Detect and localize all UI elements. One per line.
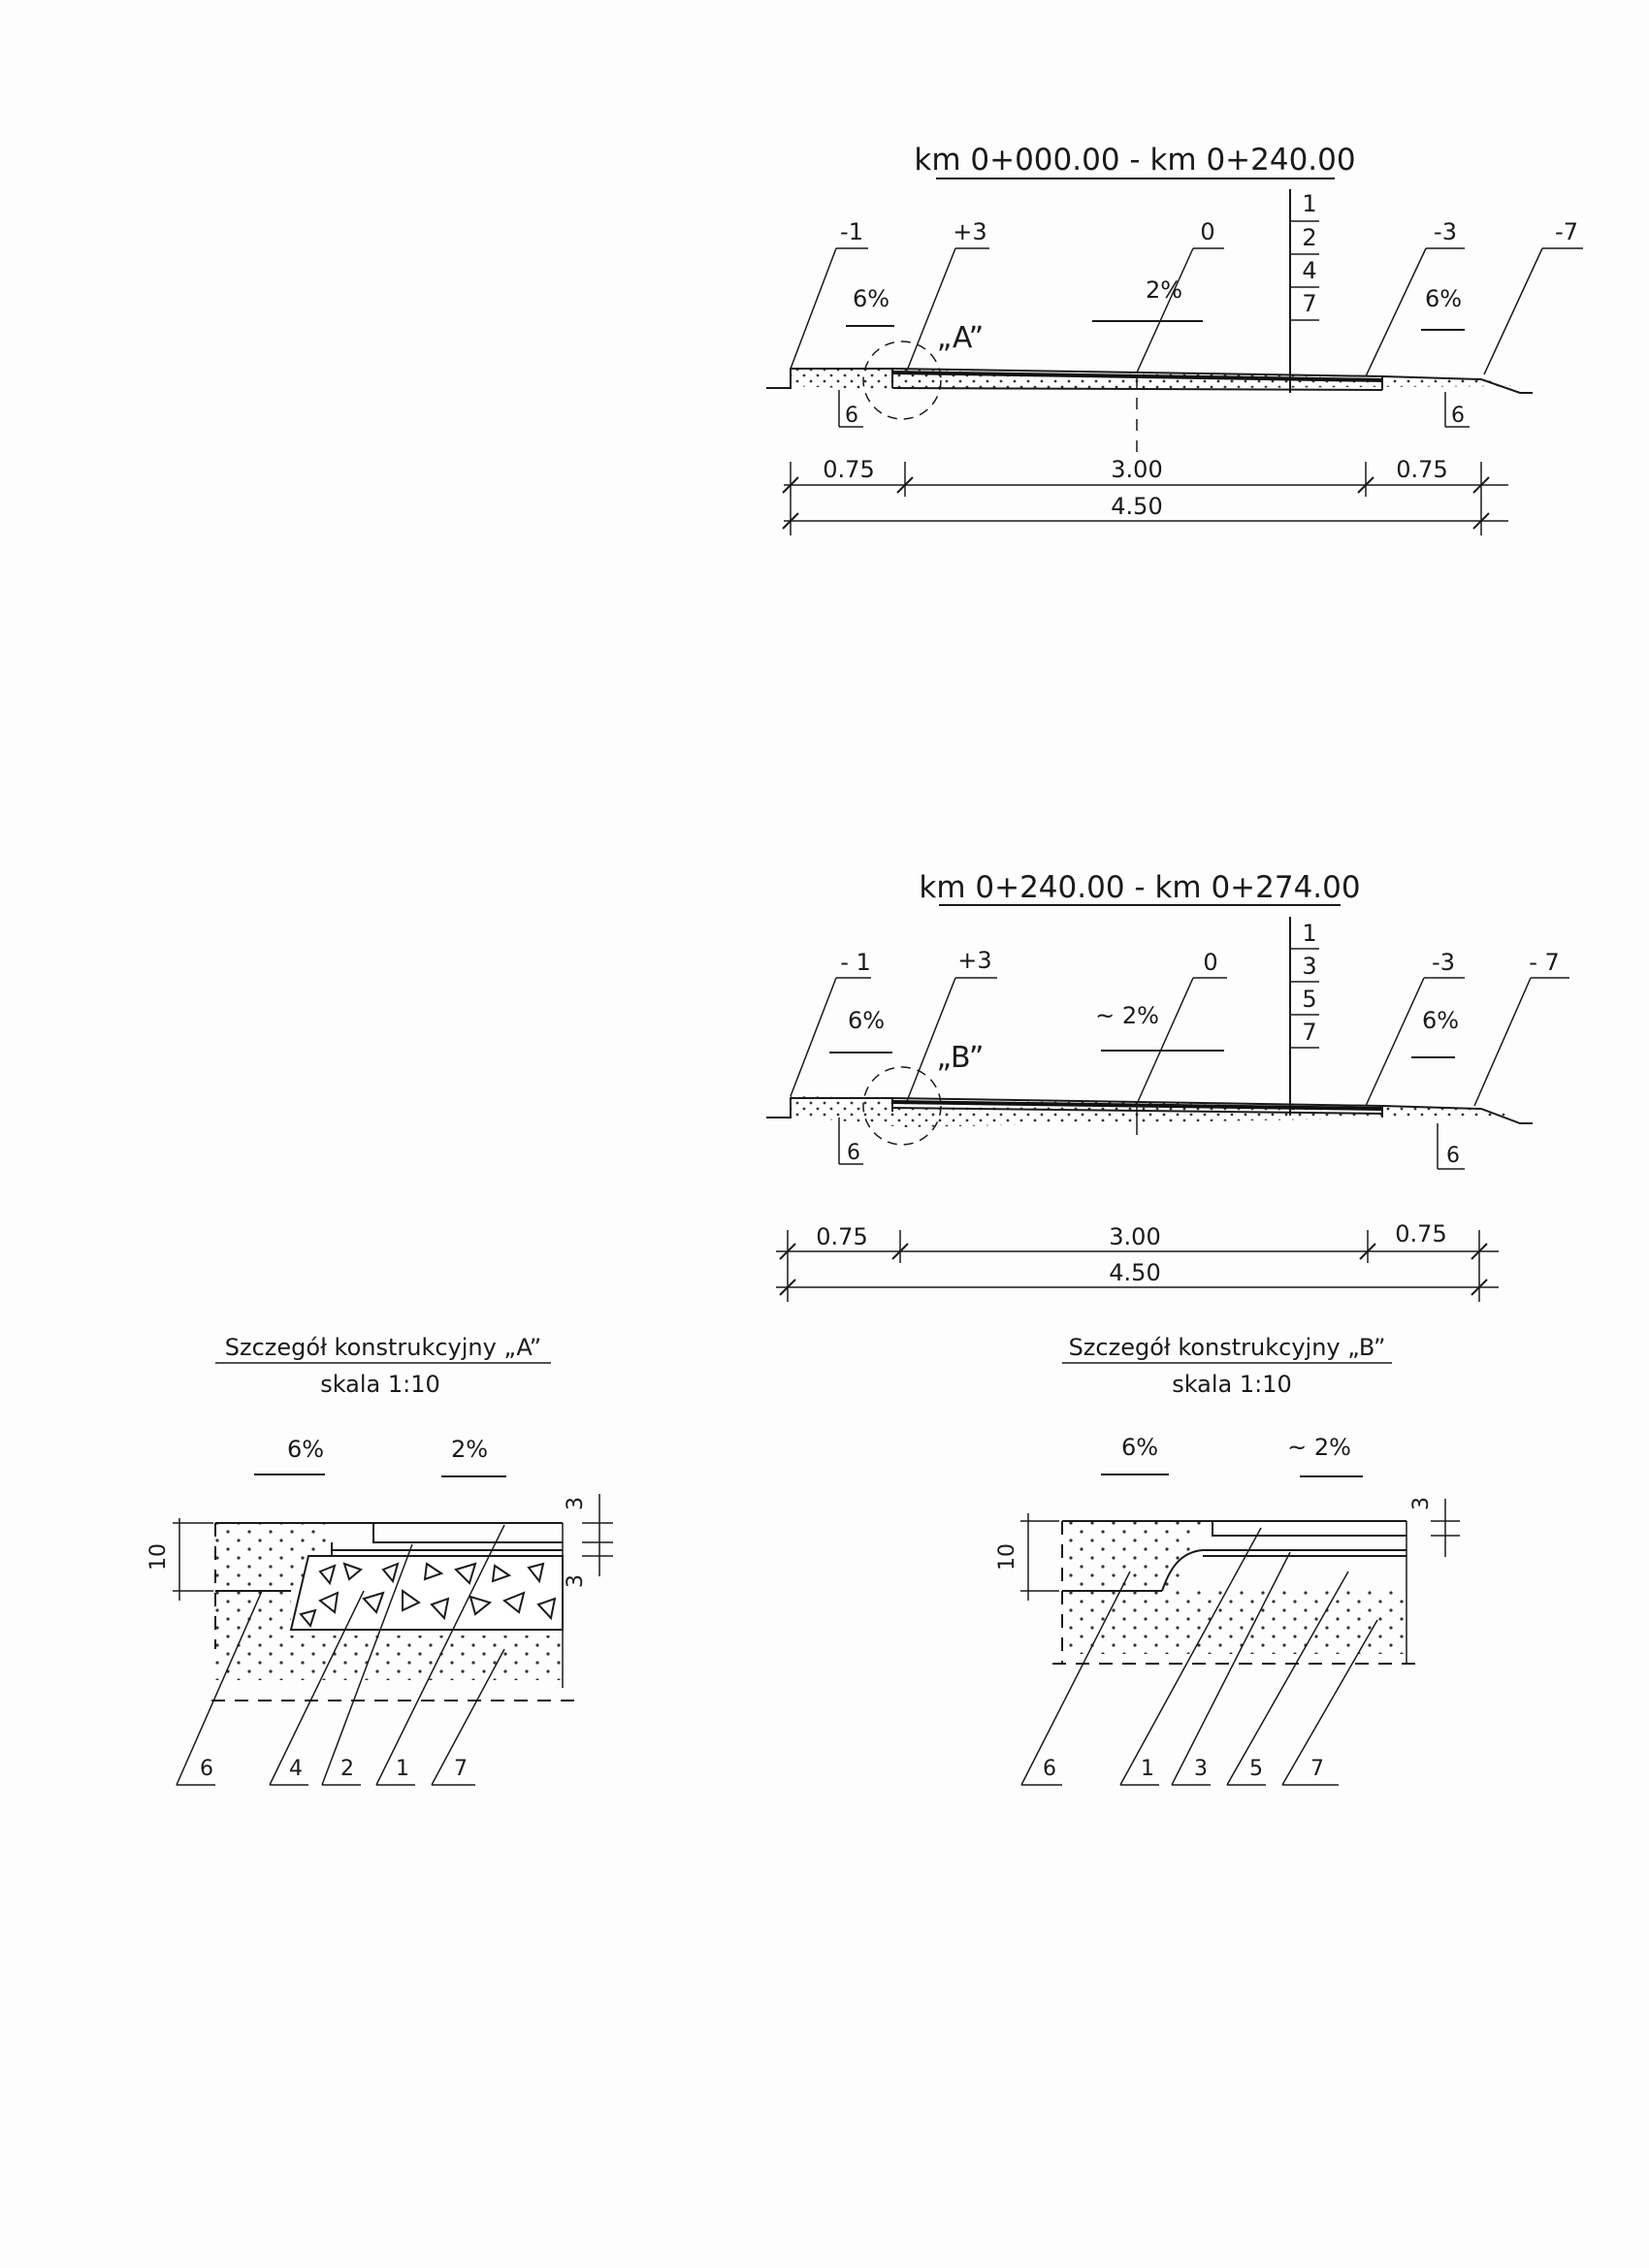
svg-text:4: 4 <box>1302 257 1317 284</box>
slope-left: 6% <box>852 285 890 312</box>
section-1-layer-stack <box>1290 190 1319 320</box>
section-1-dimensions <box>783 456 1508 535</box>
detail-a-dim-mid: 3 <box>564 1574 588 1588</box>
elev-right-inner: -3 <box>1434 218 1457 245</box>
svg-text:1: 1 <box>1141 1757 1154 1781</box>
section-2-title: km 0+240.00 - km 0+274.00 <box>919 870 1361 905</box>
svg-text:1: 1 <box>1302 920 1317 947</box>
svg-text:3: 3 <box>1302 953 1317 980</box>
svg-text:3.00: 3.00 <box>1111 456 1163 483</box>
svg-text:1: 1 <box>396 1757 409 1781</box>
detail-a-scale: skala 1:10 <box>320 1371 440 1398</box>
detail-b <box>995 1334 1460 1785</box>
detail-b-dim-height: 10 <box>995 1543 1019 1571</box>
section-1-title: km 0+000.00 - km 0+240.00 <box>914 143 1356 178</box>
detail-b-slope-right: ~ 2% <box>1287 1434 1351 1461</box>
elev-right-outer: -7 <box>1555 218 1578 245</box>
label-6-left: 6 <box>845 404 858 428</box>
svg-text:2: 2 <box>340 1757 354 1781</box>
elev-left-outer: -1 <box>840 218 863 245</box>
section-1 <box>766 143 1583 535</box>
svg-text:5: 5 <box>1249 1757 1263 1781</box>
svg-text:3: 3 <box>1194 1757 1208 1781</box>
svg-text:0.75: 0.75 <box>816 1223 868 1250</box>
label-6-left-2: 6 <box>847 1141 860 1165</box>
svg-text:4: 4 <box>289 1757 303 1781</box>
detail-a-slope-right: 2% <box>450 1436 489 1463</box>
svg-text:0.75: 0.75 <box>1395 1220 1447 1247</box>
detail-a-dim-top: 3 <box>564 1497 588 1510</box>
detail-a <box>146 1334 613 1785</box>
slope-right: 6% <box>1424 285 1463 312</box>
detail-a-dim-height: 10 <box>146 1543 171 1571</box>
slope-left-2: 6% <box>847 1007 886 1034</box>
svg-text:6: 6 <box>200 1757 213 1781</box>
section-2-dimensions <box>776 1220 1499 1302</box>
svg-text:2: 2 <box>1302 224 1317 251</box>
detail-b-title: Szczegół konstrukcyjny „B” <box>1068 1334 1386 1361</box>
svg-text:3.00: 3.00 <box>1109 1223 1161 1250</box>
section-2-layer-stack <box>1290 920 1319 1048</box>
label-6-right-2: 6 <box>1446 1144 1460 1168</box>
svg-text:7: 7 <box>1310 1757 1324 1781</box>
elev-left-outer-2: - 1 <box>840 949 871 976</box>
svg-text:5: 5 <box>1302 986 1317 1013</box>
svg-text:1: 1 <box>1302 190 1317 217</box>
elev-right-inner-2: -3 <box>1432 949 1455 976</box>
svg-text:0.75: 0.75 <box>1396 456 1448 483</box>
svg-text:4.50: 4.50 <box>1111 493 1163 520</box>
detail-a-title: Szczegół konstrukcyjny „A” <box>224 1334 542 1361</box>
slope-right-2: 6% <box>1421 1007 1460 1034</box>
detail-b-dim-top: 3 <box>1409 1497 1434 1510</box>
detail-mark-a: „A” <box>936 321 985 355</box>
elev-center: 0 <box>1200 218 1215 245</box>
elev-right-outer-2: - 7 <box>1529 949 1560 976</box>
label-6-right: 6 <box>1451 404 1465 428</box>
svg-text:7: 7 <box>1302 1019 1317 1046</box>
detail-mark-b: „B” <box>936 1041 985 1075</box>
slope-center-2: ~ 2% <box>1095 1002 1159 1029</box>
svg-text:0.75: 0.75 <box>823 456 875 483</box>
slope-center: 2% <box>1145 276 1183 304</box>
elev-left-inner: +3 <box>953 218 987 245</box>
elev-left-inner-2: +3 <box>957 947 992 974</box>
section-2 <box>766 870 1569 1302</box>
detail-b-scale: skala 1:10 <box>1172 1371 1292 1398</box>
svg-text:6: 6 <box>1043 1757 1056 1781</box>
detail-b-slope-left: 6% <box>1120 1434 1159 1461</box>
elev-center-2: 0 <box>1203 949 1218 976</box>
detail-a-slope-left: 6% <box>286 1436 325 1463</box>
svg-text:7: 7 <box>1302 290 1317 317</box>
svg-text:7: 7 <box>454 1757 468 1781</box>
svg-text:4.50: 4.50 <box>1109 1259 1161 1286</box>
